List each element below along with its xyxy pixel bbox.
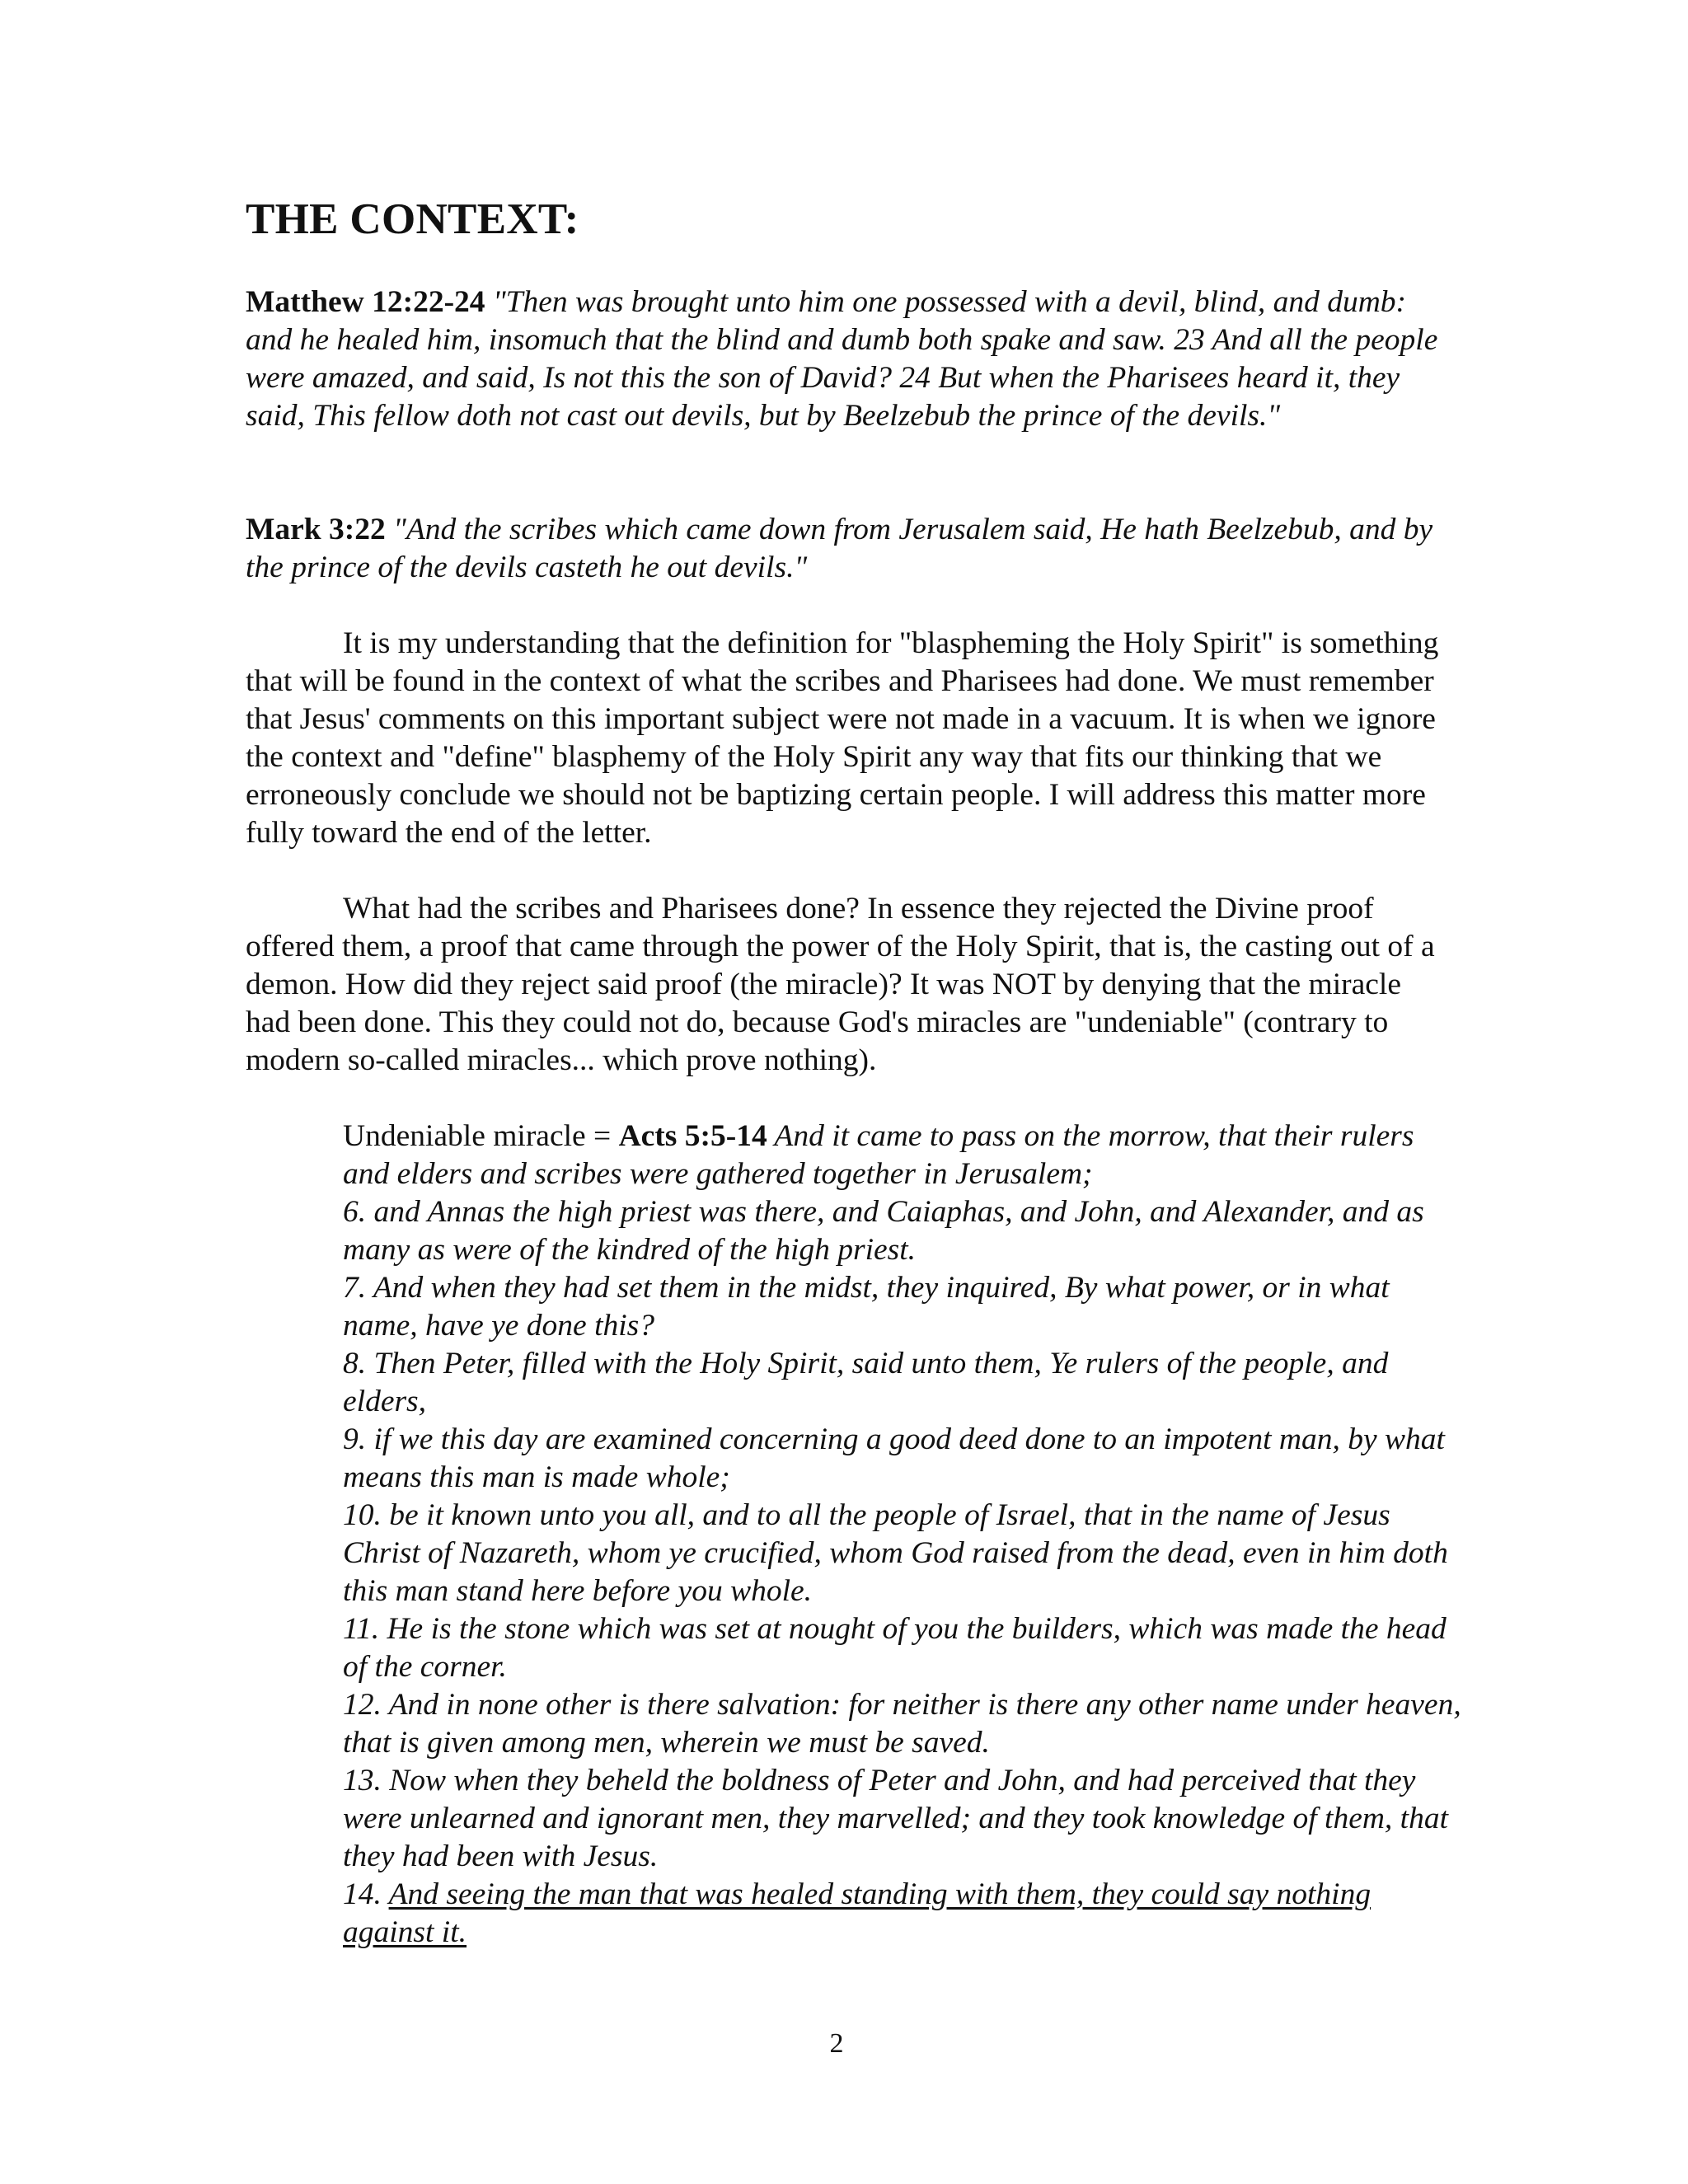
acts-reference: Acts 5:5-14 [618, 1119, 767, 1153]
acts-quotation [343, 1118, 1464, 1952]
section-heading: THE CONTEXT: [246, 195, 579, 243]
mark-citation [246, 511, 1449, 587]
acts-verse-9: 9. if we this day are examined concerning a good deed done to an impotent man, by what means this man is made whole; [343, 1422, 1445, 1494]
acts-verse-11: 11. He is the stone which was set at nought of you the builders, which was made the head of the corner. [343, 1612, 1447, 1684]
acts-verse-10: 10. be it known unto you all, and to all the people of Israel, that in the name of Jesus Christ of Nazareth, whom ye crucified, whom God raised from the dead, even in him doth this man stand here before you whole. [343, 1498, 1448, 1608]
mark-quote: "And the scribes which came down from Jerusalem said, He hath Beelzebub, and by the prince of the devils casteth he out devils." [246, 513, 1433, 584]
matthew-citation [246, 284, 1449, 435]
acts-verse-12: 12. And in none other is there salvation: for neither is there any other name under heaven, that is given among men, wherein we must be saved. [343, 1688, 1461, 1760]
matthew-quote: "Then was brought unto him one possessed with a devil, blind, and dumb: and he healed him, insomuch that the blind and dumb both spake and saw. 23 And all the people were amazed, and said, Is not this the son of David? 24 But when the Pharisees heard it, they said, This fellow doth not cast out devils, but by Beelzebub the prince of the devils." [246, 285, 1438, 433]
acts-verse-13: 13. Now when they beheld the boldness of Peter and John, and had perceived that they were unlearned and ignorant men, they marvelled; and they took knowledge of them, that they had been with Jesus. [343, 1764, 1449, 1873]
body-paragraph-1: It is my understanding that the definition for "blaspheming the Holy Spirit" is something that will be found in the context of what the scribes and Pharisees had done. We must remember that Jesus' comments on this important subject were not made in a vacuum. It is when we ignore the context and "define" blasphemy of the Holy Spirit any way that fits our thinking that we erroneously conclude we should not be baptizing certain people. I will address this matter more fully toward the end of the letter. [246, 626, 1439, 850]
acts-lead-text: Undeniable miracle = [343, 1119, 619, 1153]
matthew-reference: Matthew 12:22-24 [246, 285, 485, 319]
acts-verse-6: 6. and Annas the high priest was there, and Caiaphas, and John, and Alexander, and as many as were of the kindred of the high priest. [343, 1195, 1424, 1267]
acts-verse-5: And it came to pass on the morrow, that their rulers and elders and scribes were gathered together in Jerusalem; [343, 1119, 1414, 1191]
acts-verse-7: 7. And when they had set them in the midst, they inquired, By what power, or in what name, have ye done this? [343, 1271, 1390, 1343]
page-number: 2 [829, 2028, 844, 2059]
body-paragraph-2: What had the scribes and Pharisees done? In essence they rejected the Divine proof offered them, a proof that came through the power of the Holy Spirit, that is, the casting out of a demon. How did they reject said proof (the miracle)? It was NOT by denying that the miracle had been done. This they could not do, because God's miracles are "undeniable" (contrary to modern so-called miracles... which prove nothing). [246, 892, 1435, 1077]
mark-reference: Mark 3:22 [246, 513, 386, 546]
acts-intro-line [343, 1118, 1464, 1193]
acts-verse-14-number: 14. [343, 1877, 389, 1911]
acts-verse-8: 8. Then Peter, filled with the Holy Spirit, said unto them, Ye rulers of the people, and elders, [343, 1347, 1389, 1418]
acts-verse-14-underlined-text: And seeing the man that was healed standing with them, they could say nothing against it. [343, 1877, 1372, 1949]
acts-verse-14 [343, 1876, 1464, 1952]
